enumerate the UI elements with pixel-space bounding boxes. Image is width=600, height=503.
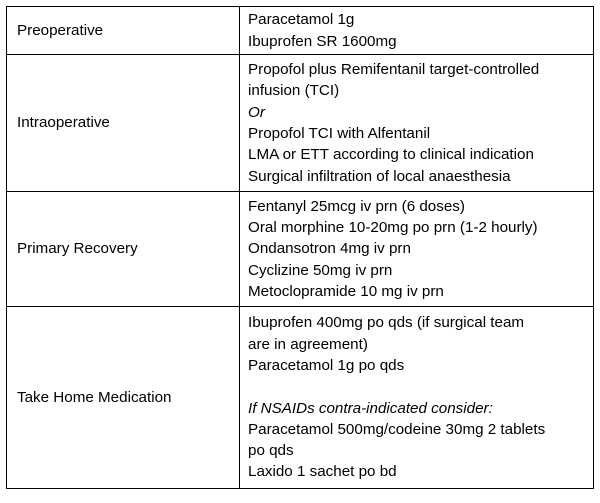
phase-cell-primary-recovery: Primary Recovery	[7, 192, 240, 307]
medication-line: Oral morphine 10-20mg po prn (1-2 hourly)	[248, 219, 538, 237]
alternative-label: Or	[248, 103, 265, 121]
medication-line: Metoclopramide 10 mg iv prn	[248, 282, 444, 300]
nsaid-contraindication-note: If NSAIDs contra-indicated consider:	[248, 399, 493, 417]
medication-cell-take-home-medication	[240, 307, 594, 489]
medication-line: po qds	[248, 442, 294, 460]
medication-line: Ibuprofen 400mg po qds (if surgical team	[248, 314, 525, 332]
medication-cell-preoperative	[240, 7, 594, 55]
medication-cell-intraoperative	[240, 55, 594, 192]
table-row-take-home-medication	[7, 307, 594, 489]
medication-line: Ibuprofen SR 1600mg	[248, 32, 397, 50]
spacer-line	[248, 376, 589, 397]
phase-cell-intraoperative: Intraoperative	[7, 55, 240, 192]
phase-cell-take-home-medication: Take Home Medication	[7, 307, 240, 489]
medication-line: Paracetamol 1g po qds	[248, 356, 405, 374]
medication-line: Propofol TCI with Alfentanil	[248, 125, 431, 142]
medication-line: Surgical infiltration of local anaesthesia	[248, 167, 511, 185]
medication-line: Ondansotron 4mg iv prn	[248, 240, 411, 258]
medication-line: Propofol plus Remifentanil target-controlled	[248, 61, 540, 79]
medication-line: Cyclizine 50mg iv prn	[248, 261, 393, 279]
medication-line: Fentanyl 25mcg iv prn (6 doses)	[248, 197, 465, 215]
table-row-intraoperative	[7, 55, 594, 192]
medication-line: LMA or ETT according to clinical indication	[248, 146, 534, 164]
medication-line: Paracetamol 1g	[248, 11, 355, 29]
medication-cell-primary-recovery	[240, 192, 594, 307]
table-row-primary-recovery	[7, 192, 594, 307]
medication-line: Paracetamol 500mg/codeine 30mg 2 tablets	[248, 420, 546, 438]
medication-line: are in agreement)	[248, 335, 368, 353]
medication-line: Laxido 1 sachet po bd	[248, 463, 397, 481]
analgesia-protocol-table	[6, 6, 594, 489]
medication-line: infusion (TCI)	[248, 82, 340, 100]
table-row-preoperative	[7, 7, 594, 55]
phase-cell-preoperative: Preoperative	[7, 7, 240, 55]
